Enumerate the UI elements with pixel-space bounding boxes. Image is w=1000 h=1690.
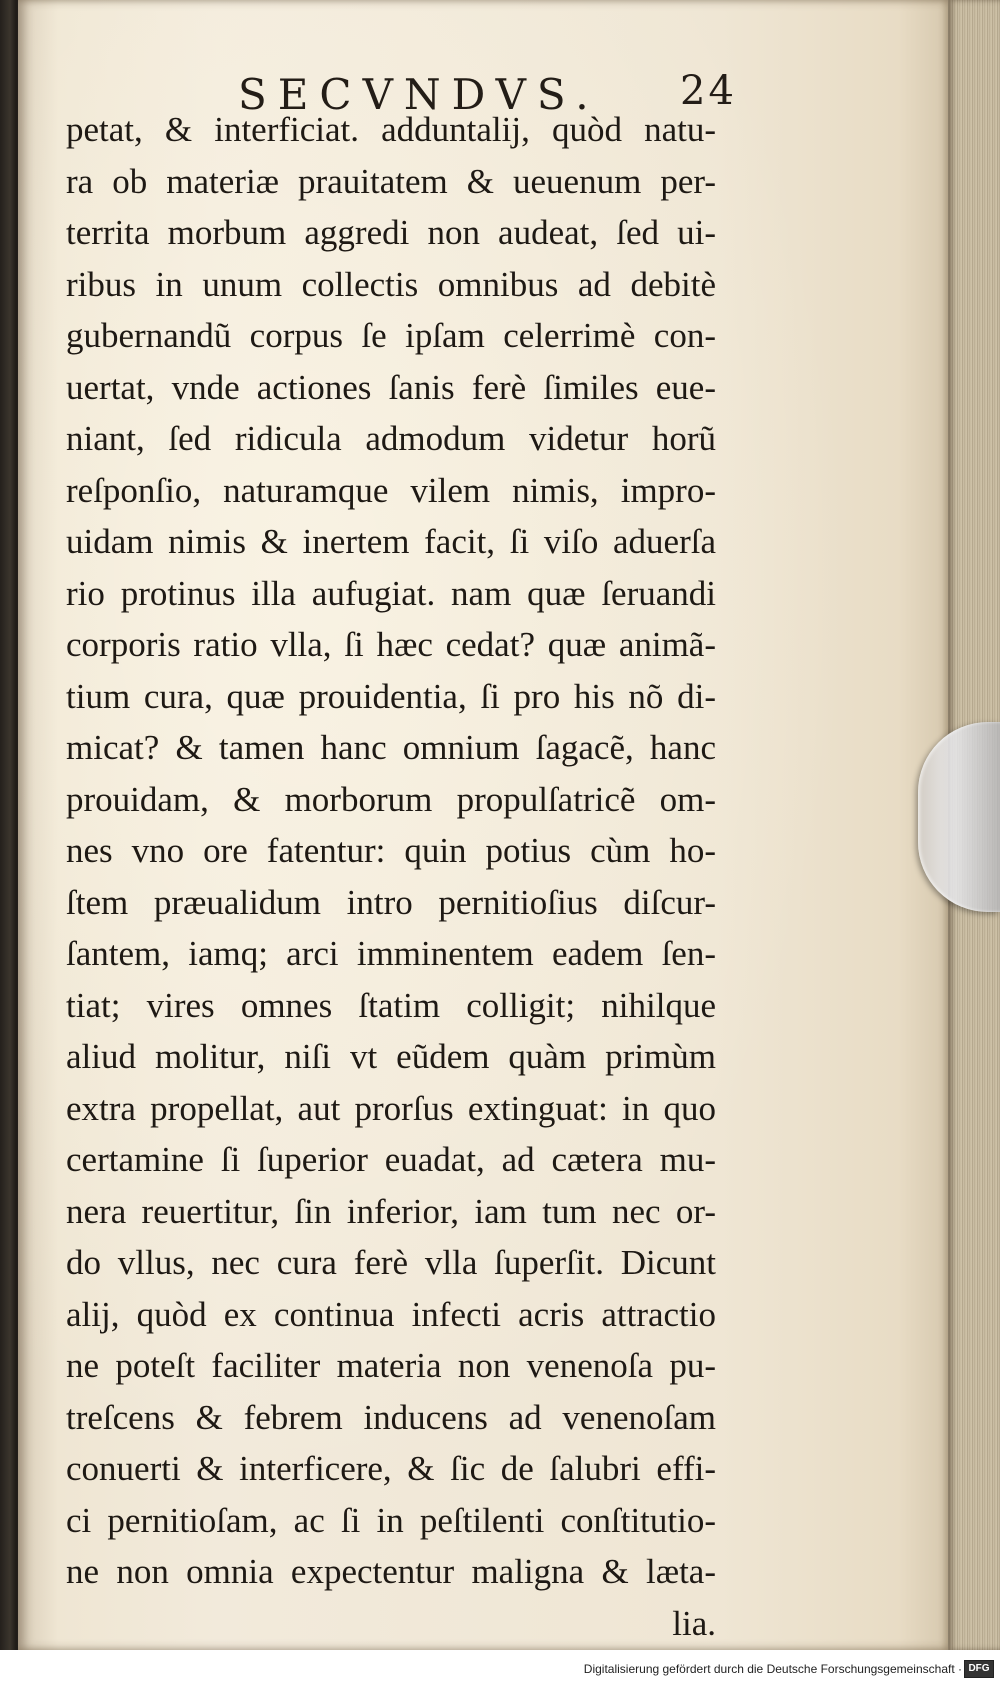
text-line: ci pernitioſam, ac ſi in peſtilenti conſtitutio- bbox=[66, 1500, 716, 1540]
text-line: ſtem præualidum intro pernitioſius diſcur- bbox=[66, 882, 716, 922]
text-line: corporis ratio vlla, ſi hæc cedat? quæ animã- bbox=[66, 625, 716, 664]
text-line: uertat, vnde actiones ſanis ferè ſimiles eue- bbox=[66, 367, 716, 407]
text-line: gubernandũ corpus ſe ipſam celerrimè con- bbox=[66, 316, 716, 355]
text-line: ne poteſt faciliter materia non venenoſa pu- bbox=[66, 1346, 716, 1385]
funding-credit: Digitalisierung gefördert durch die Deutsche Forschungsgemeinschaft · bbox=[583, 1662, 962, 1676]
text-line: uidam nimis & inertem facit, ſi viſo aduerſa bbox=[66, 522, 716, 561]
body-text bbox=[66, 104, 716, 1649]
text-line: aliud molitur, niſi vt eũdem quàm primùm bbox=[66, 1037, 716, 1076]
text-line: conuerti & interficere, & ſic de ſalubri effi- bbox=[66, 1449, 716, 1488]
text-line: ne non omnia expectentur maligna & læta- bbox=[66, 1552, 716, 1591]
text-line: micat? & tamen hanc omnium ſagacẽ, hanc bbox=[66, 728, 716, 767]
text-line: ra ob materiæ prauitatem & ueuenum per- bbox=[66, 161, 716, 201]
text-line: certamine ſi ſuperior euadat, ad cætera mu- bbox=[66, 1140, 716, 1179]
text-line: alij, quòd ex continua infecti acris attractio bbox=[66, 1294, 716, 1334]
text-line: ſantem, iamq; arci imminentem eadem ſen- bbox=[66, 934, 716, 973]
text-line: reſponſio, naturamque vilem nimis, impro- bbox=[66, 470, 716, 510]
text-line: territa morbum aggredi non audeat, ſed ui- bbox=[66, 213, 716, 252]
dfg-logo-icon: DFG bbox=[964, 1660, 994, 1678]
text-line: niant, ſed ridicula admodum videtur horũ bbox=[66, 419, 716, 458]
text-line: extra propellat, aut prorſus extinguat: in quo bbox=[66, 1088, 716, 1128]
running-head-title: SECVNDVS. bbox=[238, 70, 600, 119]
book-page bbox=[18, 0, 948, 1650]
text-line: treſcens & febrem inducens ad venenoſam bbox=[66, 1397, 716, 1437]
text-line: rio protinus illa aufugiat. nam quæ ſeruandi bbox=[66, 573, 716, 613]
text-line: tium cura, quæ prouidentia, ſi pro his nõ di- bbox=[66, 676, 716, 716]
text-line: prouidam, & morborum propulſatricẽ om- bbox=[66, 779, 716, 819]
text-line: tiat; vires omnes ſtatim colligit; nihilque bbox=[66, 985, 716, 1025]
text-line: nes vno ore fatentur: quin potius cùm ho- bbox=[66, 831, 716, 870]
text-line: lia. bbox=[672, 1603, 716, 1643]
text-line: do vllus, nec cura ferè vlla ſuperſit. Dicunt bbox=[66, 1243, 716, 1282]
page-number: 24 bbox=[680, 68, 737, 114]
text-line: ribus in unum collectis omnibus ad debitè bbox=[66, 264, 716, 304]
text-line: petat, & interficiat. adduntalij, quòd natu- bbox=[66, 110, 716, 149]
digitization-footer bbox=[0, 1650, 1000, 1690]
text-line: nera reuertitur, ſin inferior, iam tum nec or- bbox=[66, 1191, 716, 1231]
